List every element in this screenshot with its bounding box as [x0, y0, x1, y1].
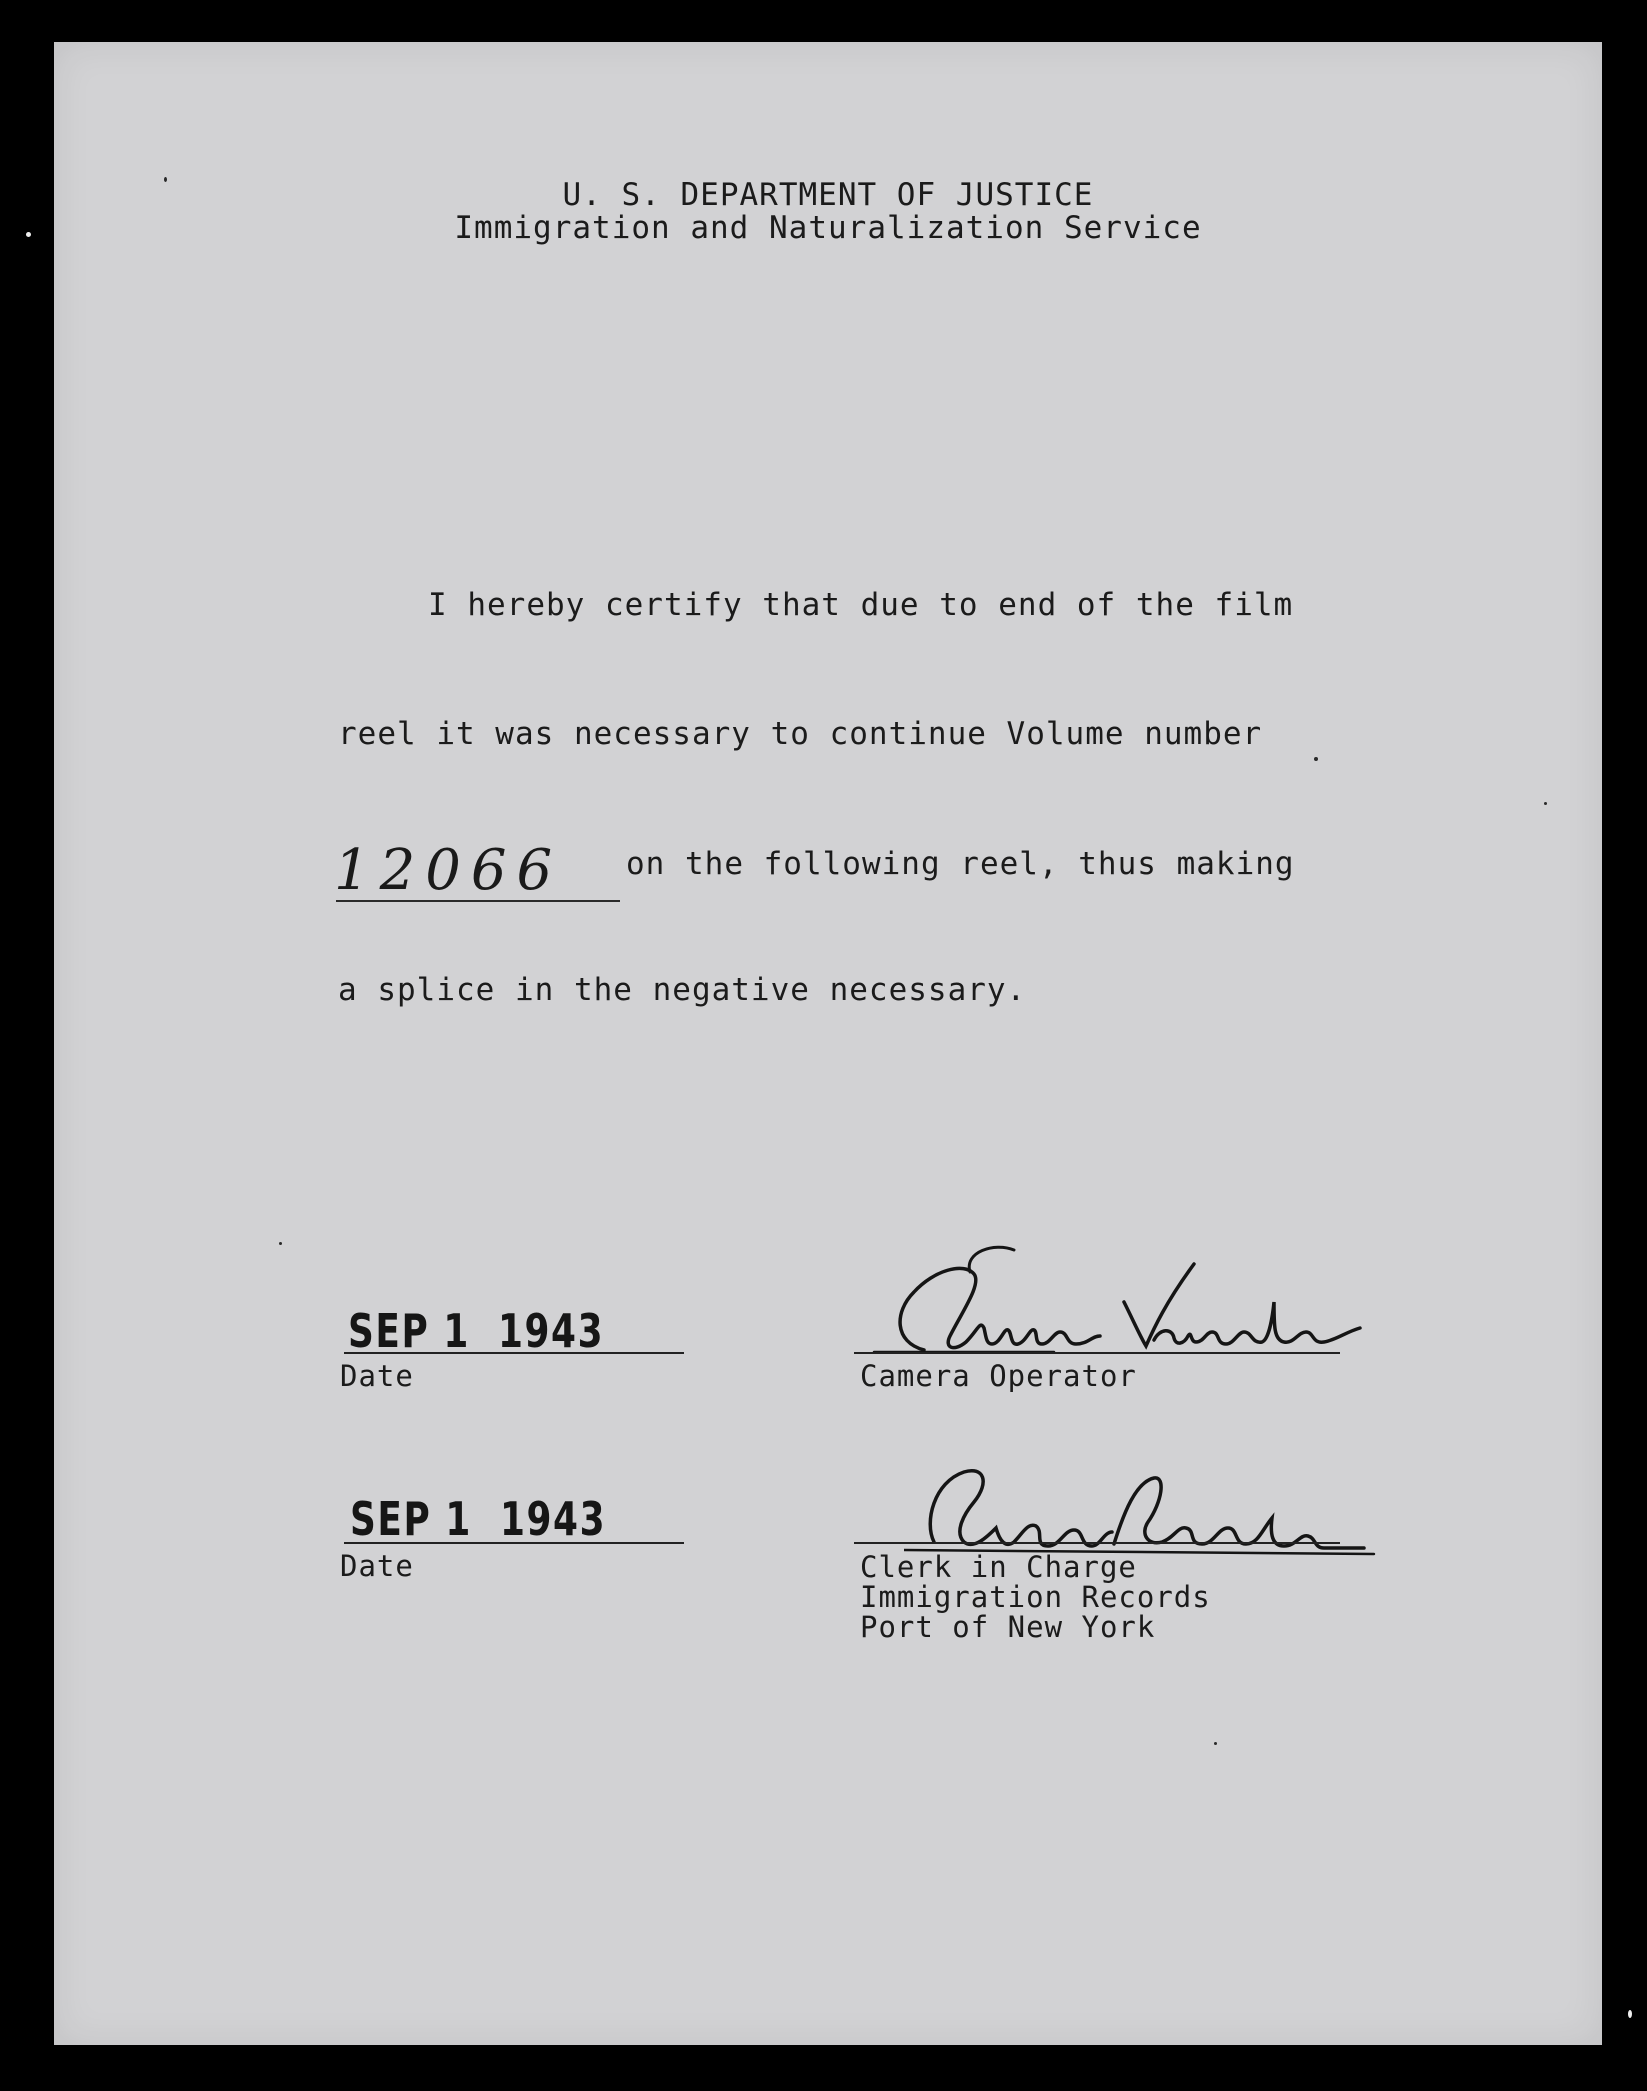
clerk-title-line-1: Clerk in Charge [860, 1550, 1137, 1584]
clerk-rule [854, 1542, 1340, 1544]
scan-speck [1314, 757, 1318, 761]
department-heading: U. S. DEPARTMENT OF JUSTICE [562, 177, 1094, 213]
date-stamp-1: SEP 1 1943 [348, 1304, 605, 1358]
scan-speck [1544, 802, 1547, 805]
date-2-rule [344, 1542, 684, 1544]
document-page [54, 42, 1602, 2045]
certification-line-4: a splice in the negative necessary. [338, 972, 1027, 1008]
clerk-title-line-3: Port of New York [860, 1610, 1156, 1644]
camera-operator-signature [854, 1232, 1374, 1372]
date-2-label: Date [340, 1549, 414, 1583]
date-stamp-2: SEP 1 1943 [350, 1492, 607, 1546]
clerk-signature [904, 1442, 1384, 1562]
certification-line-2: reel it was necessary to continue Volume number [338, 716, 1263, 752]
date-1-label: Date [340, 1359, 414, 1393]
scan-speck [1628, 2010, 1632, 2018]
scan-speck [26, 232, 31, 237]
camera-operator-rule [854, 1352, 1340, 1354]
certification-line-3: on the following reel, thus making [626, 846, 1295, 882]
scan-speck [279, 1242, 282, 1245]
camera-operator-label: Camera Operator [860, 1359, 1137, 1393]
scan-speck [164, 177, 167, 182]
scan-speck [1214, 1742, 1217, 1745]
handwritten-volume-number: 12066 [334, 838, 563, 903]
volume-number-underline [336, 900, 620, 902]
date-1-rule [344, 1352, 684, 1354]
service-heading: Immigration and Naturalization Service [454, 210, 1202, 246]
clerk-title-line-2: Immigration Records [860, 1580, 1211, 1614]
certification-line-1: I hereby certify that due to end of the film [428, 587, 1294, 623]
